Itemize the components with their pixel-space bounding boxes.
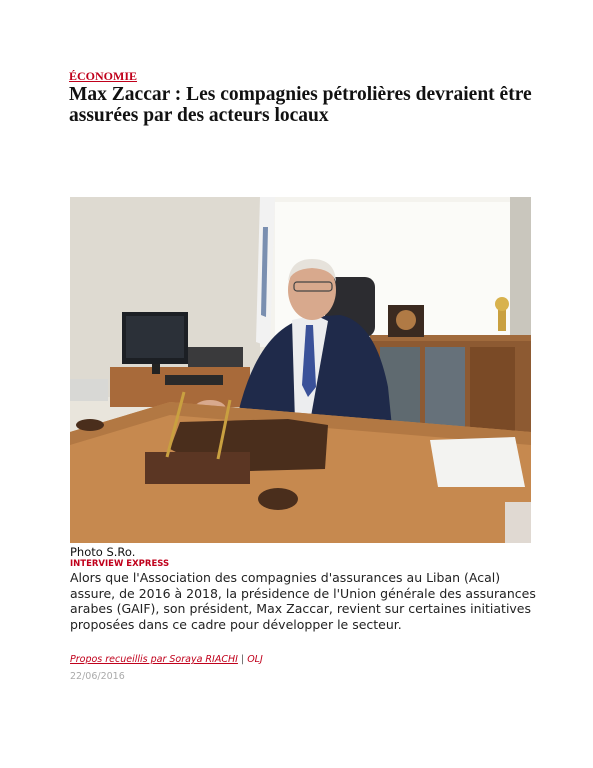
byline	[70, 654, 263, 665]
article-headline: Max Zaccar : Les compagnies pétrolières devraient être assurées par des acteurs locaux	[69, 84, 532, 126]
section-label[interactable]: ÉCONOMIE	[69, 69, 138, 83]
article-photo	[70, 197, 531, 543]
photo-credit: Photo S.Ro.	[70, 545, 136, 559]
article-tag: INTERVIEW EXPRESS	[70, 559, 170, 569]
byline-publication: OLJ	[247, 654, 263, 665]
byline-separator: |	[240, 654, 245, 665]
article-lede: Alors que l'Association des compagnies d'assurances au Liban (Acal) assure, de 2016 à 2018, la présidence de l'Union générale des assurances arabes (GAIF), son président, Max Zaccar, revient sur certaines initiatives proposées dans ce cadre pour développer le secteur.	[70, 570, 536, 632]
publish-date: 22/06/2016	[70, 671, 125, 682]
byline-author[interactable]: Propos recueillis par Soraya RIACHI	[70, 654, 238, 665]
